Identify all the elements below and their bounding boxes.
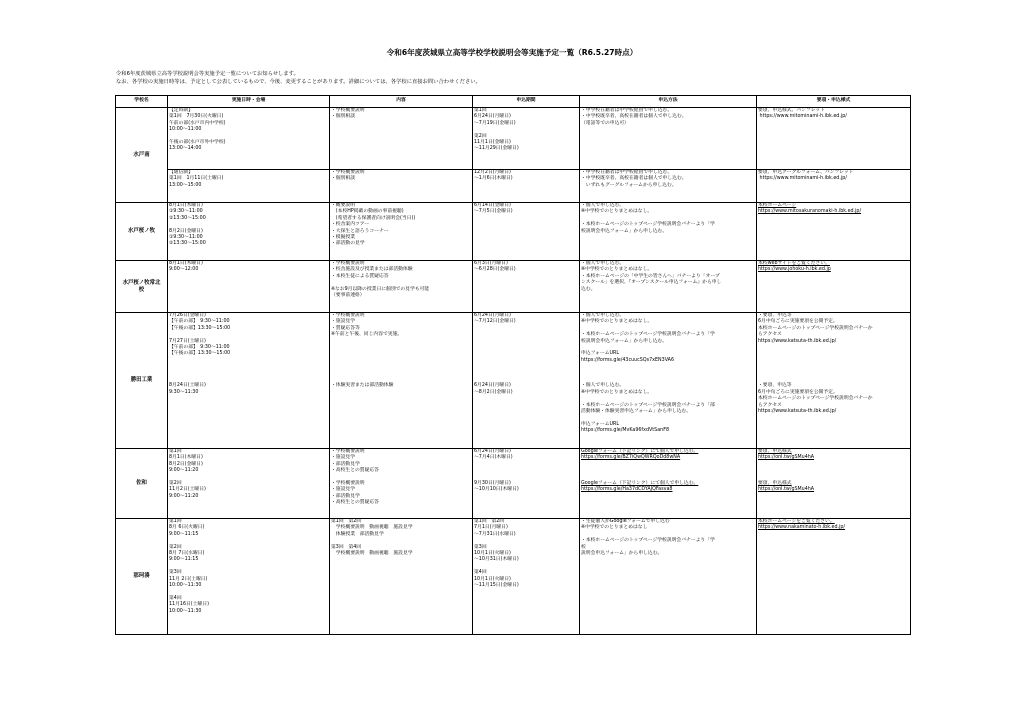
cell-text-line: ・本校ホームページのトップページ学校説明会バナーより「学 (581, 222, 715, 228)
cell-text-line: ・中学校在籍者は中学校経由で申し込む。 (581, 108, 673, 113)
header-guidelines: 要項・申込様式 (757, 96, 911, 108)
content-cell (330, 203, 473, 261)
application-period-cell (473, 313, 580, 449)
header-datetime-venue: 実施日時・会場 (168, 96, 330, 108)
application-period-cell (473, 261, 580, 313)
application-method-cell (580, 449, 757, 519)
cell-text-line: ・部活動見学 (331, 493, 360, 499)
cell-text-line: ～7月4日(木曜日) (474, 455, 513, 461)
school-name-cell (116, 261, 168, 313)
guidelines-cell (757, 313, 911, 449)
cell-text-line: ※中学校でのとりまとめはなし。 (581, 209, 653, 215)
cell-text-line: ・本校生徒による質疑応答 (331, 273, 389, 279)
datetime-venue-cell (168, 313, 330, 449)
cell-text-line: 第1回 7月30日(火曜日) (169, 114, 224, 120)
cell-text-line: 【定時制】 (169, 108, 193, 113)
cell-text-line: ・中学校既卒者、高校在籍者は個人で申し込む。 (581, 114, 687, 120)
url-link[interactable]: https://www.nakaminato-h.ibk.ed.jp/ (758, 525, 846, 531)
table-row (116, 170, 911, 203)
url-link[interactable]: https://www.katsuta-th.ibk.ed.jp/ (758, 338, 837, 344)
cell-text-line: ～7月19日(金曜日) (474, 120, 516, 126)
guidelines-cell (757, 108, 911, 170)
guidelines-cell (757, 261, 911, 313)
page-title: 令和6年度茨城県立高等学校学校説明会等実施予定一覧（R6.5.27時点） (386, 48, 638, 57)
cell-text-line: 8月2日(金曜日) (169, 228, 203, 234)
cell-text-line: 9月30日(月曜日) (474, 481, 511, 487)
cell-text-line: ①9:30～11:00 (169, 209, 203, 215)
cell-text-line: ・施設見学 (331, 319, 355, 325)
cell-text-line: ※中学校でのとりまとめはなし。 (581, 267, 653, 273)
cell-text-line: 第2回 (474, 133, 487, 139)
cell-text-line: ・高校生との質疑応答 (331, 500, 379, 506)
school-name: 水戸南 (133, 151, 150, 158)
cell-text-line: ～11月29日(金曜日) (474, 146, 519, 152)
intro-line-2: なお、各学校の実施日時等は、予定として公表しているもので、今後、変更することがあります。詳細については、各学校に直接お問い合わせください。 (116, 79, 481, 85)
header-application-period: 申込期間 (473, 96, 580, 108)
url-link[interactable]: https://www.johoku-h.ibk.ed.jp (758, 267, 831, 273)
cell-text-line: ・学校概要説明 (331, 108, 365, 113)
schedule-table (115, 95, 911, 635)
cell-text-line: ・本校ホームページのトップページ学校説明会バナーより「部 (581, 402, 715, 408)
guidelines-cell (757, 170, 911, 203)
cell-text-line: 8月 6日(火曜日) (169, 525, 205, 531)
url-link[interactable]: https://onl.tw/gSMu4hA (758, 487, 815, 493)
cell-text-line: 10:00～11:30 (169, 608, 202, 614)
cell-text-line: 校説明会申込フォーム」から申し込む。 (581, 338, 668, 344)
cell-text-line: ・学校概要説明 (331, 481, 365, 487)
cell-text-line: 要項、申込様式 (758, 481, 792, 487)
cell-text-line: ～10月10日(木曜日) (474, 487, 519, 493)
school-name-cell (116, 313, 168, 449)
school-name: 勝田工業 (130, 377, 153, 383)
cell-text-line: ・要項、申込等 (758, 383, 792, 389)
cell-text-line: ～10月31日(木曜日) (474, 557, 519, 563)
cell-text-line: ・本校ホームページのトップページ学校説明会バナーより「学 (581, 332, 715, 338)
school-name: 水戸桜ノ牧 (128, 228, 155, 234)
datetime-venue-cell (168, 108, 330, 170)
school-name: 佐和 (136, 480, 147, 486)
cell-text-line: 11月16日(土曜日) (169, 602, 209, 608)
cell-text-line: 9:00～11:20 (169, 493, 199, 499)
cell-text-line: （要事前連絡） (331, 293, 365, 299)
cell-text-line: ・施設見学 (331, 455, 355, 461)
cell-text-line: 午前の部(水戸市内中学校) (169, 120, 226, 126)
cell-text-line: 6月3日(月曜日) (474, 261, 508, 266)
cell-text-line: 【午後の部】13:30～15:00 (169, 325, 231, 331)
cell-text-line: ・生徒個人がGoogleフォームで申し込む (581, 519, 670, 524)
school-name-cell (116, 108, 168, 203)
cell-text-line: 6月中旬ごろに実施要項を公開予定。 (758, 319, 838, 325)
cell-text-line: 第3回 (474, 544, 487, 550)
cell-text-line: 学校概要説明 動画視聴 施設見学 (331, 551, 413, 557)
cell-text-line: 10:00～11:30 (169, 583, 202, 589)
url-link[interactable]: https://forms.gle/43cuucSQs7xEN3VA6 (581, 357, 674, 363)
cell-text-line: 6月中旬ごろに実施要項を公開予定。 (758, 389, 838, 395)
school-name: 水戸桜ノ牧常北 (122, 279, 161, 286)
datetime-venue-cell (168, 261, 330, 313)
cell-text-line: ・模擬授業 (331, 235, 355, 241)
cell-text-line: 7月1日(月曜日) (474, 525, 508, 531)
cell-text-line: 【午前の部】 9:30～11:00 (169, 319, 230, 325)
cell-text-line: ・本校ホームページのトップページ学校説明会バナーより「学 (581, 538, 715, 544)
application-method-cell (580, 261, 757, 313)
cell-text-line: 8月1日(木曜日) (169, 455, 203, 461)
cell-text-line: ②13:30～15:00 (169, 241, 206, 247)
cell-text-line: 要項、申込様式、パンフレット (758, 108, 825, 113)
cell-text-line: 第1回 第2回 (474, 519, 505, 524)
url-link[interactable]: https://forms.gle/Ha37dCDYAJQFasva8 (581, 487, 673, 493)
application-period-cell (473, 449, 580, 519)
cell-text-line: 11月2日(土曜日) (169, 487, 206, 493)
cell-text-line: ～1月6日(木曜日) (474, 176, 513, 182)
cell-text-line: 第1回 (169, 519, 182, 524)
cell-text-line: Googleフォーム（下記リンク）にて個人で申し込む。 (581, 481, 699, 487)
cell-text-line: 第4回 (169, 595, 182, 601)
cell-text-line: 活動体験・体験実習申込フォーム」から申し込む。 (581, 409, 692, 415)
cell-text-line: 本校ホームページをご覧ください。 (758, 519, 835, 524)
cell-text-line: 申込フォームURL (581, 421, 620, 427)
cell-text-line: ・学校概要説明 (331, 261, 365, 266)
application-method-cell (580, 519, 757, 635)
url-link[interactable]: https://www.katsuta-th.ibk.ed.jp/ (758, 409, 837, 415)
cell-text-line: 本校webサイトをご覧ください。 (758, 261, 830, 266)
cell-text-line: ・個人で申し込む。 (581, 203, 625, 208)
intro-line-1: 令和6年度茨城県立高等学校説明会等実施予定一覧についてお知らせします。 (116, 71, 299, 77)
cell-text-line: ・個別相談 (331, 114, 355, 120)
cell-text-line: ・個別相談 (331, 176, 355, 182)
cell-text-line: 説明会申込フォーム」から申し込む。 (581, 551, 663, 557)
cell-text-line: ・個人で申し込む。 (581, 261, 625, 266)
cell-text-line: 要項、申込様式 (758, 449, 792, 454)
application-period-cell (473, 170, 580, 203)
cell-text-line: ～7月31日(水曜日) (474, 531, 516, 537)
guidelines-cell (757, 519, 911, 635)
cell-text-line: 本校ホームページのトップページ学校説明会バナーか (758, 325, 873, 331)
cell-text-line: 8月24日(土曜日) (169, 383, 206, 389)
cell-text-line: ※中学校でのとりまとめはなし (581, 525, 648, 531)
header-school: 学校名 (116, 96, 168, 108)
cell-text-line: ・部活動の見学 (331, 241, 365, 247)
cell-text-line: 第1回 (169, 449, 182, 454)
cell-text-line: 第1回 第2回 (331, 519, 362, 524)
cell-text-line: 【午前の部】 9:30～11:00 (169, 345, 230, 351)
cell-text-line: 本校ホームページのトップページ学校説明会バナーか (758, 396, 873, 402)
cell-text-line: ・体験実習または部活動体験 (331, 383, 394, 389)
cell-text-line: 体験授業 部活動見学 (331, 531, 384, 537)
application-period-cell (473, 203, 580, 261)
datetime-venue-cell (168, 203, 330, 261)
school-name: 校 (138, 286, 145, 293)
cell-text-line: 第1回 (474, 108, 487, 113)
cell-text-line: ・概要説明 (331, 203, 355, 208)
url-link[interactable]: https://forms.gle/MvKa96fxdVtSanF8 (581, 428, 669, 434)
cell-text-line: 9:00～11:15 (169, 557, 199, 563)
cell-text-line: 第2回 (169, 544, 182, 550)
table-row (116, 261, 911, 313)
cell-text-line: 校説明会申込フォーム」から申し込む。 (581, 228, 668, 234)
cell-text-line: 12月2日(月曜日) (474, 170, 511, 175)
cell-text-line: ・質疑応答等 (331, 325, 360, 331)
cell-text-line: ※なお9月以降の授業日に個別での見学も可能 (331, 286, 430, 292)
datetime-venue-cell (168, 449, 330, 519)
cell-text-line: 8月2日(金曜日) (169, 461, 203, 467)
cell-text-line: ンスクール」を選択、『オープンスクール申込フォーム』から申し (581, 280, 722, 286)
table-row (116, 519, 911, 635)
cell-text-line: 8月1日(木曜日) (169, 203, 203, 208)
cell-text-line: 7月26日(金曜日) (169, 313, 206, 318)
application-method-cell (580, 313, 757, 449)
cell-text-line: ・大探生と語ろうコーナー (331, 228, 389, 234)
cell-text-line: ～8月2日(金曜日) (474, 389, 513, 395)
school-name: 那珂湊 (133, 573, 150, 579)
table-row (116, 449, 911, 519)
url-link[interactable]: https://onl.tw/gSMu4hA (758, 455, 815, 461)
cell-text-line: ～7月5日(金曜日) (474, 209, 513, 215)
cell-text-line: 第2回 (169, 481, 182, 487)
cell-text-line: ・学校概要説明 (331, 170, 365, 175)
cell-text-line: ～6月28日(金曜日) (474, 267, 516, 273)
cell-text-line: (希望者する保護者向け説明会(当日)) (331, 215, 416, 221)
cell-text-line: ・中学校既卒者、高校在籍者は個人で申し込む。 (581, 176, 687, 182)
cell-text-line: 8月 7日(水曜日) (169, 551, 205, 557)
cell-text-line: 11月1日(金曜日) (474, 140, 511, 146)
cell-text-line: ・施設見学 (331, 487, 355, 493)
application-method-cell (580, 203, 757, 261)
url-link[interactable]: https://www.mitominami-h.ibk.ed.jp/ (758, 176, 847, 182)
content-cell (330, 449, 473, 519)
cell-text-line: 9:00～11:15 (169, 531, 199, 537)
cell-text-line: ・学校概要説明 (331, 449, 365, 454)
application-period-cell (473, 519, 580, 635)
guidelines-cell (757, 203, 911, 261)
datetime-venue-cell (168, 170, 330, 203)
url-link[interactable]: https://forms.gle/BZ7iQwQWRQoDd8wNA (581, 455, 681, 461)
cell-text-line: 込む。 (581, 286, 596, 292)
cell-text-line: 要項、申込グーグルフォーム、パンフレット (758, 170, 854, 175)
cell-text-line: 9:30～11:30 (169, 389, 199, 395)
cell-text-line: 第3回 (169, 570, 182, 576)
cell-text-line: 校 (581, 544, 586, 550)
cell-text-line: ・高校生との質疑応答 (331, 468, 379, 474)
cell-text-line: 本校ホームページ (758, 203, 797, 208)
cell-text-line: 学校概要説明 動画視聴 施設見学 (331, 525, 413, 531)
header-content: 内容 (330, 96, 473, 108)
url-link[interactable]: https://www.mitosakuranomaki-h.ibk.ed.jp/ (758, 209, 862, 215)
cell-text-line: 6月24日(月曜日) (474, 114, 511, 120)
cell-text-line: ・学校概要説明 (331, 313, 365, 318)
cell-text-line: 午後の部(水戸市外中学校) (169, 140, 226, 146)
cell-text-line: 第1回 1月11日(土曜日) (169, 176, 224, 182)
cell-text-line: 9:00～12:00 (169, 267, 199, 273)
url-link[interactable]: https://www.mitominami-h.ibk.ed.jp/ (758, 114, 847, 120)
content-cell (330, 261, 473, 313)
cell-text-line: Googleフォーム（下記リンク）にて個人で申し込む。 (581, 449, 699, 454)
cell-text-line: ～11月15日(金曜日) (474, 583, 519, 589)
cell-text-line: 【午後の部】13:30～15:00 (169, 351, 231, 357)
cell-text-line: 9:00～11:20 (169, 468, 199, 474)
application-method-cell (580, 170, 757, 203)
cell-text-line: 8月1日(木曜日) (169, 261, 203, 266)
cell-text-line: ※午前と午後、同じ内容で実施。 (331, 332, 403, 338)
header-application-method: 申込方法 (580, 96, 757, 108)
table-row (116, 108, 911, 170)
cell-text-line: ・本校ホームページの「中学生の皆さんへ」バナーより「オープ (581, 273, 720, 279)
cell-text-line: （電話等での申込可） (581, 120, 629, 126)
cell-text-line: いずれもグーグルフォームから申し込む。 (581, 182, 677, 188)
cell-text-line: 第4回 (474, 570, 487, 576)
cell-text-line: 10:00～11:00 (169, 127, 202, 133)
cell-text-line: らアクセス (758, 402, 782, 408)
cell-text-line: ・個人で申し込む。 (581, 383, 625, 389)
cell-text-line: ・要項、申込等 (758, 313, 792, 318)
content-cell (330, 313, 473, 449)
cell-text-line: ※中学校でのとりまとめはなし。 (581, 319, 653, 325)
cell-text-line: ・中学校在籍者は中学校経由で申し込む。 (581, 170, 673, 175)
cell-text-line: ～7月12日(金曜日) (474, 319, 516, 325)
cell-text-line: ・校舎案内ツアー (331, 222, 370, 228)
cell-text-line: ・個人で申し込む。 (581, 313, 625, 318)
cell-text-line: 申込フォームURL (581, 351, 620, 357)
cell-text-line: ※中学校でのとりまとめはなし。 (581, 389, 653, 395)
cell-text-line: ・校舎施設及び授業または部活動体験 (331, 267, 413, 273)
table-row (116, 203, 911, 261)
school-name-cell (116, 203, 168, 261)
cell-text-line: 6月14日(金曜日) (474, 203, 511, 208)
cell-text-line: 6月24日(月曜日) (474, 383, 511, 389)
content-cell (330, 108, 473, 170)
table-header-row (116, 96, 911, 108)
cell-text-line: (本校HP掲載の動画の事前視聴) (331, 209, 404, 215)
guidelines-cell (757, 449, 911, 519)
cell-text-line: 6月24日(月曜日) (474, 313, 511, 318)
application-period-cell (473, 108, 580, 170)
cell-text-line: 11月 2日(土曜日) (169, 576, 208, 582)
school-name-cell (116, 519, 168, 635)
cell-text-line: らアクセス (758, 332, 782, 338)
cell-text-line: 7月27日(土曜日) (169, 338, 206, 344)
cell-text-line: 6月24日(月曜日) (474, 449, 511, 454)
application-method-cell (580, 108, 757, 170)
cell-text-line: 【通信制】 (169, 170, 193, 175)
table-row (116, 313, 911, 449)
cell-text-line: 13:00～14:00 (169, 146, 202, 152)
school-name-cell (116, 449, 168, 519)
cell-text-line: 第3回 第4回 (331, 544, 362, 550)
cell-text-line: 13:00～15:00 (169, 182, 202, 188)
content-cell (330, 519, 473, 635)
cell-text-line: 10月1日(火曜日) (474, 551, 511, 557)
cell-text-line: ①9:30～11:00 (169, 235, 203, 241)
cell-text-line: ②13:30～15:00 (169, 215, 206, 221)
content-cell (330, 170, 473, 203)
cell-text-line: ・部活動見学 (331, 461, 360, 467)
cell-text-line: 10月1日(火曜日) (474, 576, 511, 582)
datetime-venue-cell (168, 519, 330, 635)
